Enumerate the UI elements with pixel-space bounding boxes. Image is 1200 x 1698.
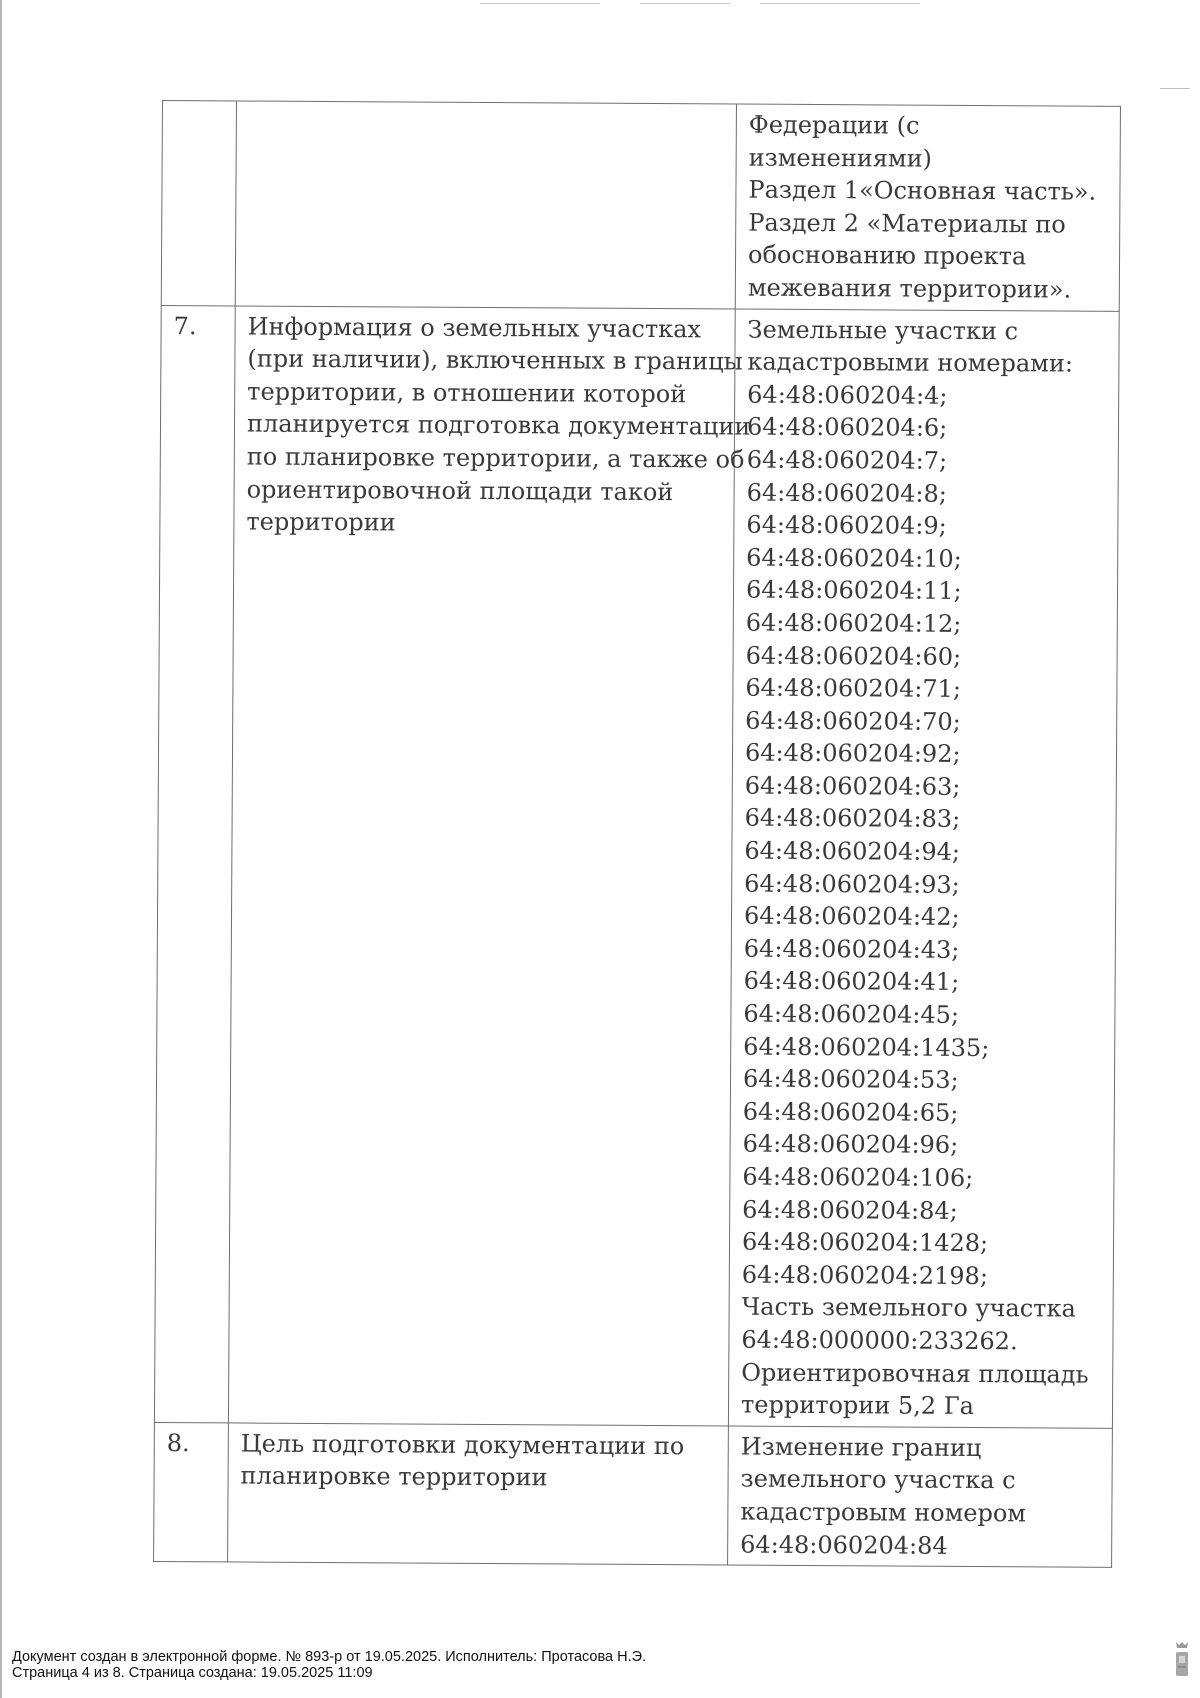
cell-text-line: 64:48:060204:94; [744,836,961,866]
cell-text-line: 64:48:060204:92; [744,738,961,769]
cell-text-line: территории, в отношении которой [247,377,687,408]
cell-text-line: 64:48:060204:7; [746,445,948,475]
cell-text-line: 64:48:060204:93; [744,869,960,899]
scan-artifact [480,3,600,4]
cell-text-line: 64:48:060204:60; [745,641,962,671]
cell-text-line: кадастровым номером [740,1497,1027,1528]
cell-text-line: 64:48:060204:96; [742,1129,959,1160]
cell-text-line: 64:48:060204:45; [743,999,960,1029]
row-value-cell [728,309,1119,1429]
cell-text-line: ориентировочной площади такой [246,475,674,506]
cell-text-line: кадастровыми номерами: [747,347,1074,378]
cell-text-line: Часть земельного участка [741,1292,1076,1323]
cell-text-line: 64:48:060204:106; [742,1162,974,1192]
cell-text-line: 64:48:060204:43; [743,934,960,964]
cell-text-line: 64:48:060204:4; [747,380,948,410]
cell-text-line: Земельные участки с [747,315,1019,345]
cell-text-line: 64:48:060204:10; [746,543,962,573]
cell-text-line: 64:48:060204:1435; [743,1032,990,1062]
cell-text-line: территории [246,507,396,537]
table-row-8 [154,1422,1113,1567]
cell-text-line: 64:48:060204:9; [746,510,947,540]
cell-text-line: Изменение границ [740,1432,982,1462]
cell-text-line: изменениями) [748,143,933,173]
cell-text-line: Информация о земельных участках [247,312,702,343]
cell-text-line: 64:48:060204:84; [742,1195,958,1225]
row-name-cell [228,1423,729,1565]
cell-text-line: Ориентировочная площадь [741,1358,1089,1389]
cell-text-line: планировке территории [240,1461,548,1492]
cell-text-line: Раздел 2 «Материалы по [748,208,1066,239]
cell-text-line: 64:48:060204:12; [745,608,962,638]
table-row-continuation [161,101,1120,311]
coat-of-arms-icon [1172,1640,1192,1680]
scan-artifact [640,3,730,4]
cell-text-line: Раздел 1«Основная часть». [748,175,1097,206]
cell-text-line: 64:48:060204:83; [744,804,961,834]
cell-text-line: 64:48:060204:65; [742,1097,959,1127]
row-name-cell [235,101,736,309]
cell-text-line: земельного участка с [740,1464,1016,1495]
cell-text-line: 64:48:060204:11; [745,575,962,606]
cell-text-line: 64:48:060204:42; [743,901,960,932]
cell-text-line: 64:48:060204:63; [744,771,961,801]
cell-text-line: 64:48:060204:41; [743,967,960,997]
cell-text-line: 64:48:000000:233262. [741,1325,1018,1356]
cell-text-line: 64:48:060204:2198; [741,1260,989,1290]
document-table [153,100,1121,1568]
scan-artifact [760,3,920,4]
cell-text-line: 64:48:060204:84 [740,1530,948,1560]
footer-line-document-info: Документ создан в электронной форме. № 893-р от 19.05.2025. Исполнитель: Протасова Н.Э. [12,1649,647,1665]
cell-text-line: планируется подготовка документации [246,409,751,441]
cell-text-line: территории 5,2 Га [740,1390,975,1421]
table-row-7 [154,305,1119,1428]
scan-edge [0,0,2,1698]
row-value-cell [728,1426,1113,1568]
row-number-cell [161,101,236,306]
cell-text-line: обоснованию проекта [747,240,1027,271]
row-number-cell: 7. [154,305,235,1423]
document-footer [12,1649,646,1681]
scan-artifact [1160,88,1190,89]
cell-text-line: 64:48:060204:1428; [741,1227,989,1258]
cell-text-line: 64:48:060204:71; [745,673,962,703]
cell-text-line: по планировке территории, а также об [246,442,745,474]
cell-text-line: Цель подготовки документации по [240,1429,685,1460]
cell-text-line: 64:48:060204:6; [746,412,948,443]
row-number-cell: 8. [154,1422,229,1562]
document-table-wrapper [153,100,1120,1568]
cell-text-line: 64:48:060204:53; [742,1064,959,1095]
cell-text-line: 64:48:060204:8; [746,478,948,508]
footer-line-page-info: Страница 4 из 8. Страница создана: 19.05.2025 11:09 [12,1665,373,1681]
cell-text-line: (при наличии), включенных в границы [247,344,743,376]
cell-text-line: Федерации (с [748,110,920,140]
row-value-cell [735,104,1120,311]
row-name-cell [228,306,751,1426]
cell-text-line: 64:48:060204:70; [745,706,961,736]
cell-text-line: межевания территории». [747,273,1072,304]
